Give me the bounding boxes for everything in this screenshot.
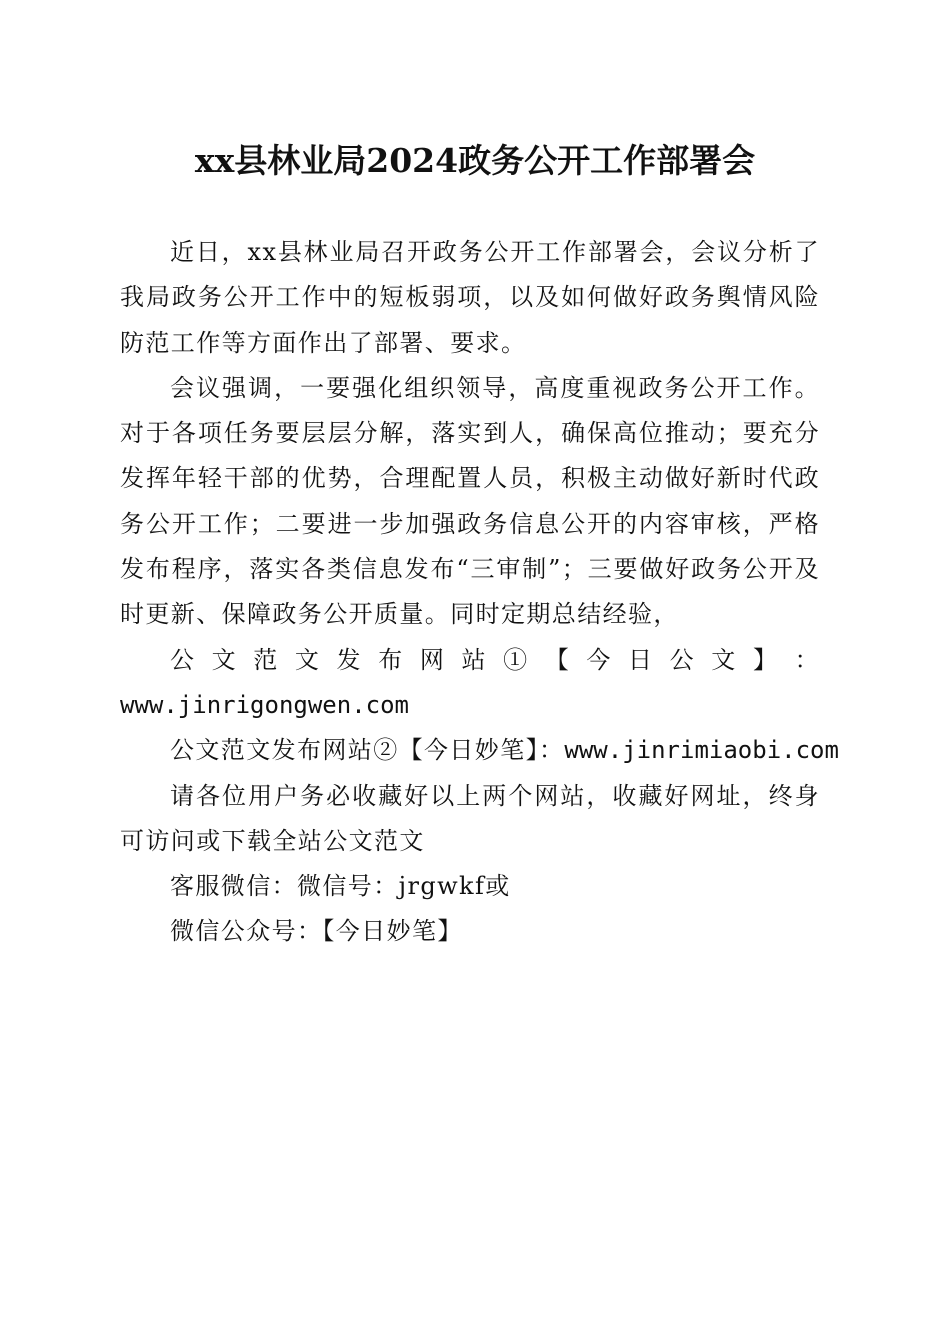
paragraph-meeting-emphasis: 会议强调，一要强化组织领导，高度重视政务公开工作。对于各项任务要层层分解，落实到人，确保高位推动；要充分发挥年轻干部的优势，合理配置人员，积极主动做好新时代政务公开工作；二要进一步加强政务信息公开的内容审核，严格发布程序，落实各类信息发布“三审制”；三要做好政务公开及时更新、保障政务公开质量。同时定期总结经验， bbox=[120, 373, 820, 629]
document-body bbox=[120, 230, 839, 955]
service-wechat: 客服微信：微信号：jrgwkf或 bbox=[170, 872, 511, 901]
site2-line bbox=[120, 728, 839, 773]
site1-url: www.jinrigongwen.com bbox=[120, 690, 409, 719]
site1-label: 公 文 范 文 发 布 网 站 ① 【 今 日 公 文 】 ： bbox=[170, 645, 820, 674]
site2-url: www.jinrimiaobi.com bbox=[564, 736, 839, 765]
document-title: xx县林业局2024政务公开工作部署会 bbox=[194, 141, 756, 180]
paragraph-intro: 近日，xx县林业局召开政务公开工作部署会，会议分析了我局政务公开工作中的短板弱项，以及如何做好政务舆情风险防范工作等方面作出了部署、要求。 bbox=[120, 238, 820, 357]
notice-paragraph: 请各位用户务必收藏好以上两个网站，收藏好网址，终身可访问或下载全站公文范文 bbox=[120, 781, 820, 855]
public-account: 微信公众号：【今日妙笔】 bbox=[170, 917, 463, 946]
site2-label: 公文范文发布网站②【今日妙笔】： bbox=[170, 736, 565, 765]
